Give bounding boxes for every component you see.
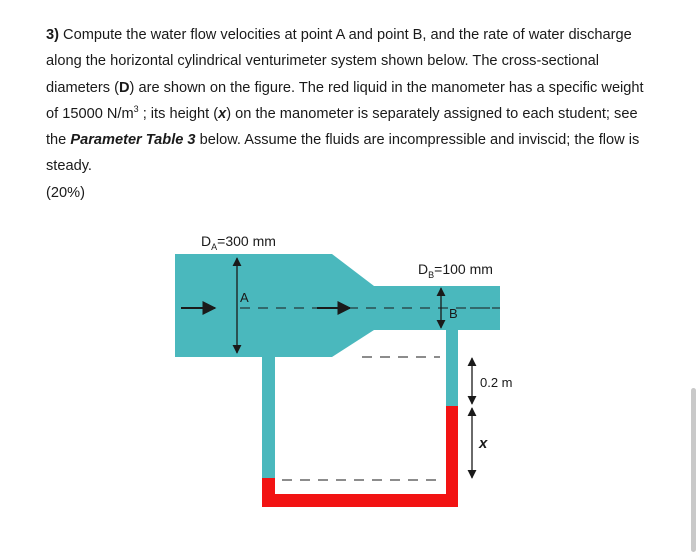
problem-text-3: ; its height (: [138, 105, 219, 122]
point-a-label: A: [240, 290, 249, 305]
problem-text-4: ) on the manometer is separately assigned to each student; see the: [46, 105, 638, 149]
diameter-b-label: $D_B=100$ mm: [418, 261, 493, 280]
problem-text-1: Compute the water flow velocities at point A and point B, and the rate of water discharge along the horizontal cylindrical venturimeter system shown below. The cross-sectional diameters (: [46, 27, 632, 96]
diameter-a-label: $D_A=300$ mm: [201, 233, 276, 252]
x-label: x: [479, 435, 488, 452]
manometer-left-bottom-liquid: [262, 478, 275, 507]
problem-text-5: below. Assume the fluids are incompressible and inviscid; the flow is steady.: [46, 132, 640, 175]
parameter-table-ref: Parameter Table 3: [70, 132, 196, 149]
problem-number: 3): [46, 27, 59, 43]
problem-text-2: ) are shown on the figure. The red liquid in the manometer has a specific weight of 15000 N/m: [46, 79, 644, 122]
diameter-symbol: D: [119, 79, 130, 96]
height-label: 0.2 m: [480, 375, 513, 390]
manometer-interior: [275, 357, 446, 494]
manometer-right-leg-water: [446, 330, 458, 406]
problem-weight: (20%): [46, 184, 85, 201]
x-symbol: x: [218, 105, 227, 122]
page-scrollbar[interactable]: [691, 388, 696, 552]
cube-superscript: 3: [133, 104, 139, 115]
point-b-label: B: [449, 306, 458, 321]
